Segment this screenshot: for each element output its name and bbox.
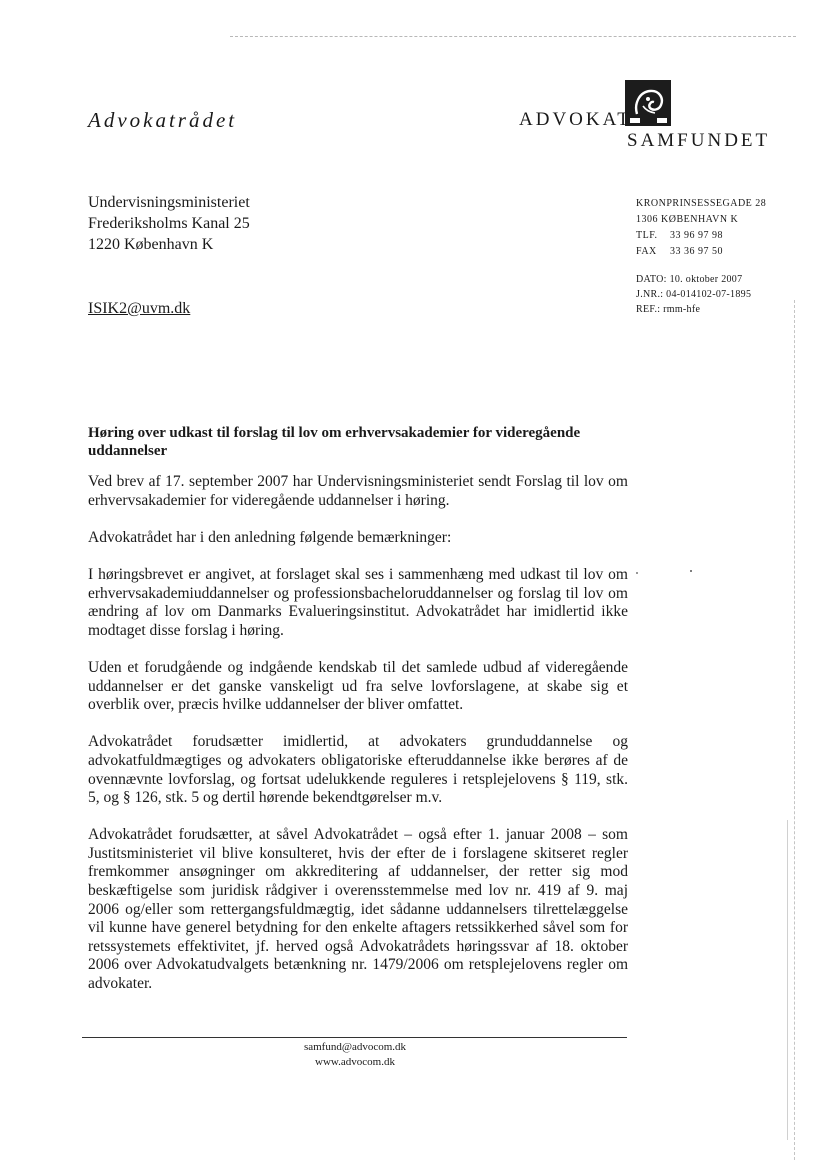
meta-reference: REF.: rmm-hfe	[636, 304, 701, 315]
footer-website: www.advocom.dk	[315, 1056, 395, 1068]
contact-street: KRONPRINSESSEGADE 28	[636, 198, 767, 209]
contact-city: 1306 KØBENHAVN K	[636, 214, 739, 225]
meta-date: DATO: 10. oktober 2007	[636, 274, 743, 285]
recipient-line-3: 1220 København K	[88, 236, 214, 253]
fax-number: 33 36 97 50	[670, 246, 723, 257]
phone-number: 33 96 97 98	[670, 230, 723, 241]
scan-speck	[690, 570, 692, 572]
scan-artifact-right	[794, 300, 795, 1160]
recipient-line-2: Frederiksholms Kanal 25	[88, 215, 250, 232]
letter-subject: Høring over udkast til forslag til lov om erhvervsakademier for videregående uddannelser	[88, 425, 581, 459]
letter-meta-block	[636, 272, 751, 317]
sender-contact-block	[636, 196, 766, 260]
body-paragraph-3: I høringsbrevet er angivet, at forslaget skal ses i sammenhæng med udkast til lov om erhvervsakademiuddannelser og professionsbacheloruddannelser og forslag til lov om ændring af lov om Danmarks Evalueringsinstitut. Advokatrådet har imidlertid ikke modtaget disse forslag i høring.	[88, 565, 628, 639]
scan-artifact-top	[230, 36, 796, 37]
recipient-address	[88, 192, 250, 255]
contact-phone	[636, 228, 766, 244]
fax-label: FAX	[636, 246, 657, 257]
body-paragraph-2: Advokatrådet har i den anledning følgende bemærkninger:	[88, 528, 452, 546]
contact-fax	[636, 244, 766, 260]
body-paragraph-4: Uden et forudgående og indgående kendskab til det samlede udbud af videregående uddannelser er det ganske vanskeligt ud fra selve lovforslagene, at skabe sig et overblik over, præcis hvilke uddannelser der bliver omfattet.	[88, 658, 628, 714]
body-paragraph-1: Ved brev af 17. september 2007 har Undervisningsministeriet sendt Forslag til lov om erhvervsakademier for videregående uddannelser i høring.	[88, 473, 628, 509]
logo-text-advokat: ADVOKAT	[519, 109, 632, 130]
footer-divider	[82, 1037, 627, 1038]
recipient-line-1: Undervisningsministeriet	[88, 194, 250, 211]
meta-journal-number: J.NR.: 04-014102-07-1895	[636, 289, 752, 300]
body-paragraph-5: Advokatrådet forudsætter imidlertid, at advokaters grunduddannelse og advokatfuldmægtiges og advokaters obligatoriske efteruddannelse ikke berøres af de ovennævnte lovforslag, og fortsat udelukkende reguleres i retsplejelovens § 119, stk. 5, og § 126, stk. 5 og dertil hørende bekendtgørelser m.v.	[88, 733, 628, 807]
phone-label: TLF.	[636, 230, 658, 241]
scan-speck-2	[636, 572, 638, 574]
logo-text-samfundet: SAMFUNDET	[627, 130, 771, 151]
advokatsamfundet-emblem-icon	[625, 80, 671, 126]
letter-body	[88, 473, 628, 1012]
scan-artifact-right-2	[787, 820, 788, 1140]
recipient-email-link[interactable]: ISIK2@uvm.dk	[88, 300, 191, 317]
sender-name: Advokatrådet	[88, 108, 238, 132]
footer-email: samfund@advocom.dk	[303, 1041, 407, 1053]
body-paragraph-6: Advokatrådet forudsætter, at såvel Advokatrådet – også efter 1. januar 2008 – som Justitsministeriet vil blive konsulteret, hvis der efter de i forslagene skitseret regler fremkommer ansøgninger om akkreditering af uddannelser, der retter sig mod beskæftigelse som juridisk rådgiver i overensstemmelse med lov nr. 419 af 9. maj 2006 og/eller som rettergangsfuldmægtig, idet sådanne uddannelsers tilrettelæggelse vil kunne have generel betydning for den enkelte aftagers retssikkerhed såvel som for retssystemets effektivitet, jf. herved også Advokatrådets høringssvar af 18. oktober 2006 over Advokatudvalgets betænkning nr. 1479/2006 om retsplejelovens regler om advokater.	[88, 826, 628, 993]
